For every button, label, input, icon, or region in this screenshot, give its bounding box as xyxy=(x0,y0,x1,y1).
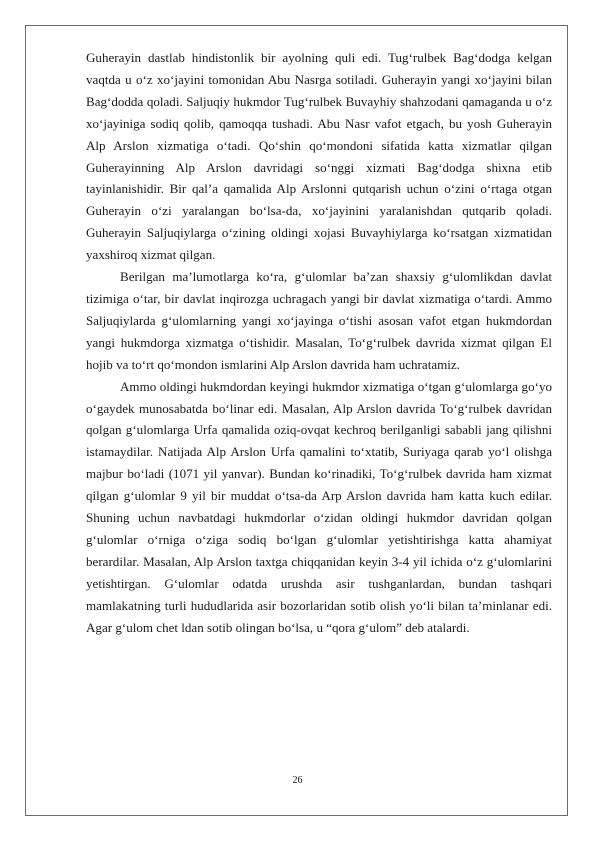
page-number: 26 xyxy=(292,775,303,786)
paragraph-2: Berilgan ma’lumotlarga ko‘ra, g‘ulomlar ba’zan shaxsiy g‘ulomlikdan davlat tizimiga o‘tar, bir davlat inqirozga uchragach yangi bir davlat xizmatiga o‘tardi. Ammo Saljuqiylarda g‘ulomlarning yangi xo‘jayinga o‘tishi asosan vafot etgan hukmdordan yangi hukmdorga xizmatga o‘tishidir. Masalan, To‘g‘rulbek davrida xizmat qilgan El hojib va to‘rt qo‘mondon ismlarini Alp Arslon davrida ham uchratamiz. xyxy=(86,269,552,372)
paragraph-3: Ammo oldingi hukmdordan keyingi hukmdor xizmatiga o‘tgan g‘ulomlarga go‘yo o‘gaydek munosabatda bo‘linar edi. Masalan, Alp Arslon davrida To‘g‘rulbek davridan qolgan g‘ulomlarga Urfa qamalida oziq-ovqat kechroq berilganligi sababli jang qilishni istamaydilar. Natijada Alp Arslon Urfa qamalini to‘xtatib, Suriyaga qarab yo‘l olishga majbur bo‘ladi (1071 yil yanvar). Bundan ko‘rinadiki, To‘g‘rulbek davrida ham xizmat qilgan g‘ulomlar 9 yil bir muddat o‘tsa-da Arp Arslon davrida ham katta kuch edilar. Shuning uchun navbatdagi hukmdorlar o‘zidan oldingi hukmdor davridan qolgan g‘ulomlar o‘rniga o‘ziga sodiq bo‘lgan g‘ulomlar yetishtirishga katta ahamiyat berardilar. Masalan, Alp Arslon taxtga chiqqanidan keyin 3-4 yil ichida o‘z g‘ulomlarini yetishtirgan. G‘ulomlar odatda urushda asir tushganlardan, bundan tashqari mamlakatning turli hududlarida asir bozorlaridan sotib olish yo‘li bilan ta’minlanar edi. Agar g‘ulom chet ldan sotib olingan bo‘lsa, u “qora g‘ulom” deb atalardi. xyxy=(86,378,552,635)
paragraph-1: Guherayin dastlab hindistonlik bir ayolning quli edi. Tug‘rulbek Bag‘dodga kelgan vaqtda u o‘z xo‘jayini tomonidan Abu Nasrga sotiladi. Guherayin yangi xo‘jayini bilan Bag‘dodda qoladi. Saljuqiy hukmdor Tug‘rulbek Buvayhiy shahzodani qamaganda u o‘z xo‘jayiniga sodiq qolib, qamoqqa tushadi. Abu Nasr vafot etgach, bu yosh Guherayin Alp Arslon xizmatiga o‘tadi. Qo‘shin qo‘mondoni sifatida katta xizmatlar qilgan Guherayinning Alp Arslon davridagi so‘nggi xizmati Bag‘dodga shixna etib tayinlanishidir. Bir qal’a qamalida Alp Arslonni qutqarish uchun o‘zini o‘rtaga otgan Guherayin o‘zi yaralangan bo‘lsa-da, xo‘jayinini yaralanishdan qutqarib qoladi. Guherayin Saljuqiylarga o‘zining oldingi xojasi Buvayhiylarga ko‘rsatgan xizmatidan yaxshiroq xizmat qilgan. xyxy=(86,50,552,263)
document-body xyxy=(86,47,552,638)
